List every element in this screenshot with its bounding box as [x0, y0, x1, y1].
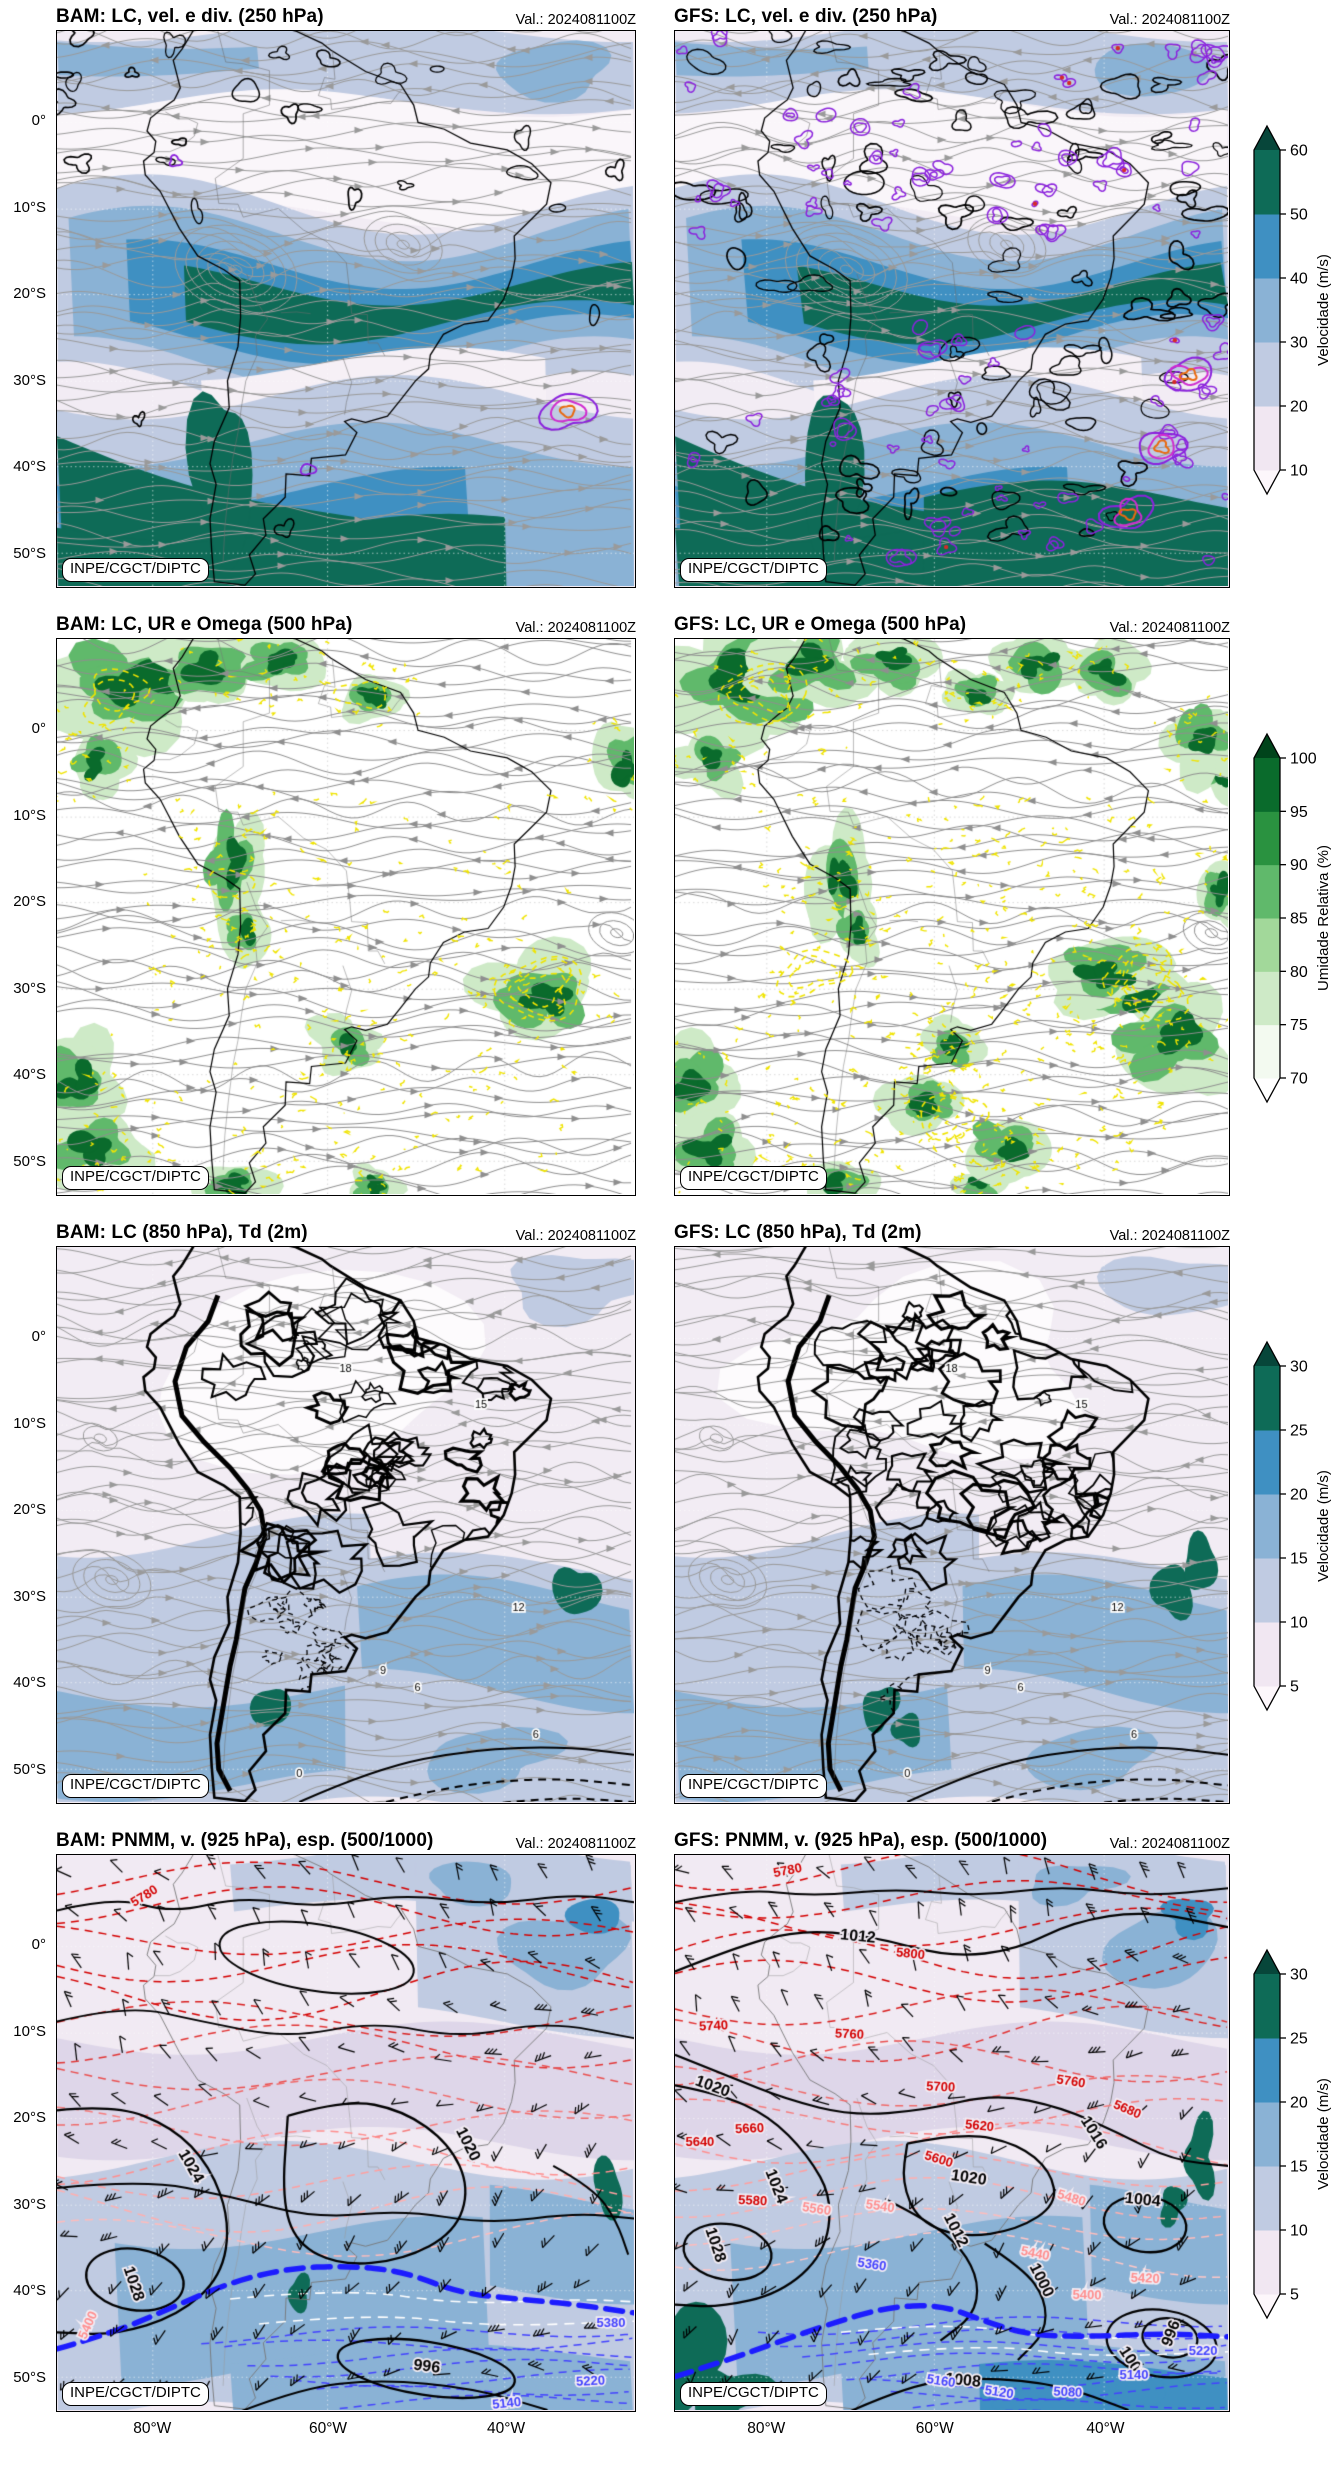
map-panel-gfs-pnmm [674, 1854, 1230, 2412]
colorbar-axis-label: Velocidade (m/s) [1315, 2078, 1332, 2190]
watermark: INPE/CGCT/DIPTC [62, 1166, 209, 1190]
watermark: INPE/CGCT/DIPTC [680, 2382, 827, 2406]
row-850hpa [0, 1216, 1334, 1824]
colorbar-tick-label: 10 [1290, 1614, 1308, 1632]
lon-tick-label: 60°W [915, 2420, 954, 2437]
panel-title-gfs-500: GFS: LC, UR e Omega (500 hPa) [674, 614, 967, 635]
map-panel-bam-850hpa [56, 1246, 636, 1804]
colorbar-axis-label: Velocidade (m/s) [1315, 1470, 1332, 1582]
watermark: INPE/CGCT/DIPTC [62, 2382, 209, 2406]
colorbar-tick-label: 90 [1290, 857, 1308, 875]
lat-tick-label: 0° [31, 112, 46, 130]
colorbar-tick-label: 5 [1290, 1678, 1299, 1696]
lat-axis [0, 1246, 52, 1804]
colorbar-tick-label: 70 [1290, 1070, 1308, 1088]
map-canvas-gfs-850hpa [675, 1247, 1228, 1802]
lat-tick-label: 50°S [13, 545, 46, 563]
panel-title-bam-850: BAM: LC (850 hPa), Td (2m) [56, 1222, 308, 1243]
lat-tick-label: 40°S [13, 458, 46, 476]
lat-tick-label: 20°S [13, 285, 46, 303]
lat-tick-label: 50°S [13, 2369, 46, 2387]
map-canvas-bam-850hpa [57, 1247, 634, 1802]
colorbar-svg-row-2 [1248, 1246, 1334, 1804]
lat-tick-label: 10°S [13, 199, 46, 217]
lat-axis [0, 1854, 52, 2412]
lat-tick-label: 30°S [13, 980, 46, 998]
colorbar-tick-label: 25 [1290, 1422, 1308, 1440]
row-500hpa [0, 608, 1334, 1216]
panel-title-bam-pnmm: BAM: PNMM, v. (925 hPa), esp. (500/1000) [56, 1830, 434, 1851]
lat-tick-label: 20°S [13, 1501, 46, 1519]
map-canvas-gfs-250hpa [675, 31, 1228, 586]
lat-tick-label: 40°S [13, 2282, 46, 2300]
colorbar-svg-row-3 [1248, 1854, 1334, 2412]
colorbar-tick-label: 40 [1290, 270, 1308, 288]
colorbar-svg-row-1 [1248, 638, 1334, 1196]
colorbar-tick-label: 20 [1290, 398, 1308, 416]
colorbar-tick-label: 30 [1290, 1358, 1308, 1376]
map-panel-bam-250hpa [56, 30, 636, 588]
valid-time-label: Val.: 2024081100Z [515, 620, 636, 636]
map-panel-bam-pnmm [56, 1854, 636, 2412]
lat-tick-label: 30°S [13, 2196, 46, 2214]
lat-tick-label: 20°S [13, 893, 46, 911]
map-panel-gfs-500hpa [674, 638, 1230, 1196]
watermark: INPE/CGCT/DIPTC [62, 558, 209, 582]
colorbar-axis-label: Velocidade (m/s) [1315, 254, 1332, 366]
lon-axis-gfs [674, 2420, 1230, 2444]
map-panel-bam-500hpa [56, 638, 636, 1196]
colorbar-tick-label: 80 [1290, 963, 1308, 981]
watermark: INPE/CGCT/DIPTC [680, 1774, 827, 1798]
panel-title-gfs-250: GFS: LC, vel. e div. (250 hPa) [674, 6, 938, 27]
colorbar-svg-row-0 [1248, 30, 1334, 588]
row-250hpa [0, 0, 1334, 608]
row-pnmm [0, 1824, 1334, 2472]
colorbar-tick-label: 10 [1290, 462, 1308, 480]
map-canvas-gfs-pnmm [675, 1855, 1228, 2410]
lat-tick-label: 50°S [13, 1761, 46, 1779]
watermark: INPE/CGCT/DIPTC [680, 558, 827, 582]
lat-tick-label: 20°S [13, 2109, 46, 2127]
lat-tick-label: 10°S [13, 1415, 46, 1433]
valid-time-label: Val.: 2024081100Z [1109, 1228, 1230, 1244]
colorbar-velocidade-925hpa [1248, 1854, 1334, 2412]
map-canvas-bam-500hpa [57, 639, 634, 1194]
lon-tick-label: 40°W [1086, 2420, 1125, 2437]
map-canvas-gfs-500hpa [675, 639, 1228, 1194]
colorbar-tick-label: 60 [1290, 142, 1308, 160]
colorbar-velocidade-850hpa [1248, 1246, 1334, 1804]
colorbar-tick-label: 30 [1290, 334, 1308, 352]
panel-title-bam-250: BAM: LC, vel. e div. (250 hPa) [56, 6, 324, 27]
lat-tick-label: 40°S [13, 1066, 46, 1084]
lat-tick-label: 40°S [13, 1674, 46, 1692]
lon-tick-label: 80°W [133, 2420, 172, 2437]
lat-axis [0, 30, 52, 588]
colorbar-tick-label: 50 [1290, 206, 1308, 224]
lat-tick-label: 30°S [13, 372, 46, 390]
colorbar-tick-label: 75 [1290, 1017, 1308, 1035]
lat-tick-label: 30°S [13, 1588, 46, 1606]
lon-tick-label: 40°W [487, 2420, 526, 2437]
colorbar-umidade-relativa-500hpa [1248, 638, 1334, 1196]
colorbar-tick-label: 15 [1290, 2158, 1308, 2176]
lat-axis [0, 638, 52, 1196]
colorbar-tick-label: 85 [1290, 910, 1308, 928]
lat-tick-label: 10°S [13, 807, 46, 825]
lon-tick-label: 60°W [308, 2420, 348, 2437]
lat-tick-label: 10°S [13, 2023, 46, 2041]
lat-tick-label: 0° [31, 1936, 46, 1954]
valid-time-label: Val.: 2024081100Z [1109, 12, 1230, 28]
lat-tick-label: 0° [31, 1328, 46, 1346]
colorbar-tick-label: 25 [1290, 2030, 1308, 2048]
lon-axis-bam [56, 2420, 636, 2444]
colorbar-tick-label: 20 [1290, 1486, 1308, 1504]
valid-time-label: Val.: 2024081100Z [1109, 1836, 1230, 1852]
colorbar-tick-label: 20 [1290, 2094, 1308, 2112]
watermark: INPE/CGCT/DIPTC [62, 1774, 209, 1798]
colorbar-velocidade-250hpa [1248, 30, 1334, 588]
map-canvas-bam-250hpa [57, 31, 634, 586]
valid-time-label: Val.: 2024081100Z [515, 1228, 636, 1244]
map-panel-gfs-250hpa [674, 30, 1230, 588]
colorbar-tick-label: 5 [1290, 2286, 1299, 2304]
colorbar-tick-label: 10 [1290, 2222, 1308, 2240]
panel-title-bam-500: BAM: LC, UR e Omega (500 hPa) [56, 614, 353, 635]
colorbar-tick-label: 15 [1290, 1550, 1308, 1568]
panel-title-gfs-pnmm: GFS: PNMM, v. (925 hPa), esp. (500/1000) [674, 1830, 1048, 1851]
map-panel-gfs-850hpa [674, 1246, 1230, 1804]
lon-tick-label: 80°W [747, 2420, 786, 2437]
panel-title-gfs-850: GFS: LC (850 hPa), Td (2m) [674, 1222, 922, 1243]
lat-tick-label: 0° [31, 720, 46, 738]
watermark: INPE/CGCT/DIPTC [680, 1166, 827, 1190]
colorbar-tick-label: 95 [1290, 803, 1308, 821]
map-canvas-bam-pnmm [57, 1855, 634, 2410]
valid-time-label: Val.: 2024081100Z [1109, 620, 1230, 636]
valid-time-label: Val.: 2024081100Z [515, 12, 636, 28]
colorbar-tick-label: 30 [1290, 1966, 1308, 1984]
colorbar-tick-label: 100 [1290, 750, 1317, 768]
valid-time-label: Val.: 2024081100Z [515, 1836, 636, 1852]
colorbar-axis-label: Umidade Relativa (%) [1315, 845, 1332, 991]
lat-tick-label: 50°S [13, 1153, 46, 1171]
